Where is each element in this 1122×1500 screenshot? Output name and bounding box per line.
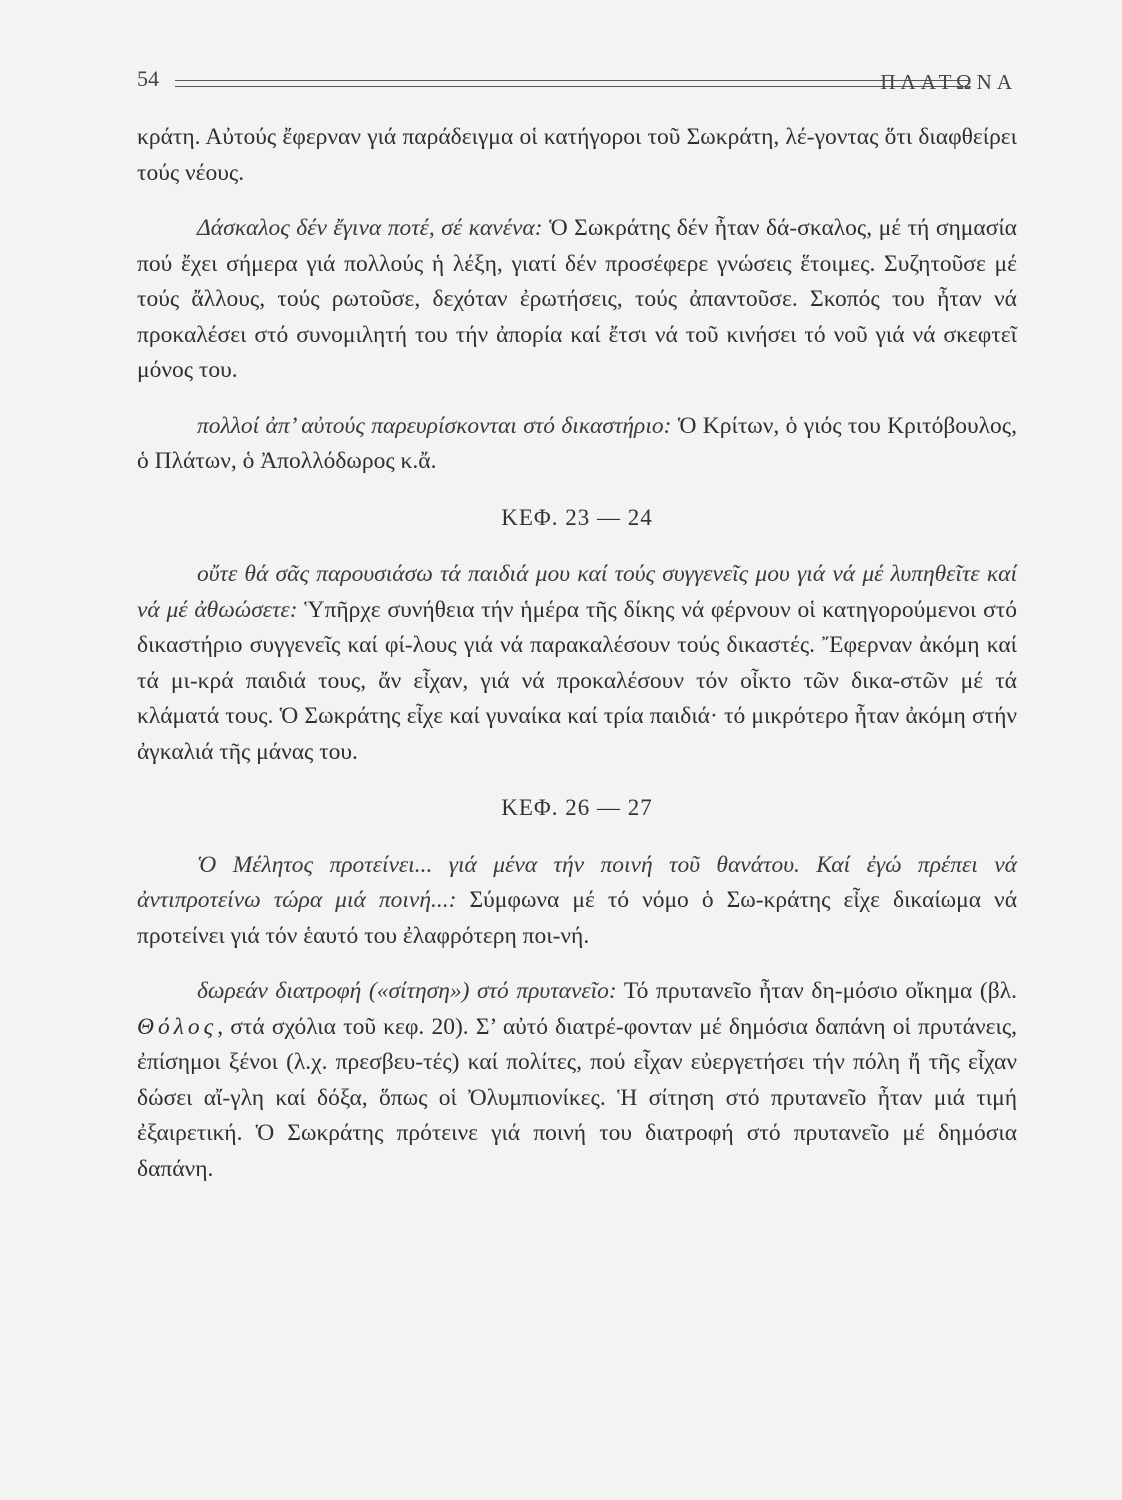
paragraph-body: Ὑπῆρχε συνήθεια τήν ἡμέρα τῆς δίκης νά φέρνουν οἱ κατηγορούμενοι στό δικαστήριο συγγενεῖς καί φί-λους γιά νά παρακαλέσουν τούς δικαστές. Ἔφερναν ἀκόμη καί τά μι-κρά παιδιά τους, ἄν εἶχαν, γιά νά προκαλέσουν τόν οἶκτο τῶν δικα-στῶν μέ τά κλάματά τους. Ὁ Σωκράτης εἶχε καί γυναίκα καί τρία παιδιά· τό μικρότερο ἦταν ἀκόμη στήν ἀγκαλιά τῆς μάνας του. xyxy=(137,596,1017,765)
commentary-note-attendees xyxy=(137,409,1017,480)
paragraph-body: κράτη. Αὐτούς ἔφερναν γιά παράδειγμα οἱ κατήγοροι τοῦ Σωκράτη, λέ-γοντας ὅτι διαφθείρει τούς νέους. xyxy=(137,124,1017,186)
chapter-heading: ΚΕΦ. 26 — 27 xyxy=(501,795,653,820)
paragraph-body: Ὁ Σωκράτης δέν ἦταν δά-σκαλος, μέ τή σημασία πού ἔχει σήμερα γιά πολλούς ἡ λέξη, γιατί δέν προσέφερε γνώσεις ἕτοιμες. Συζητοῦσε μέ τούς ἄλλους, τούς ρωτοῦσε, δεχόταν ἐρωτήσεις, τούς ἀπαντοῦσε. Σκοπός του ἦταν νά προκαλέσει στό συνομιλητή του τήν ἀπορία καί ἔτσι νά τοῦ κινήσει τό νοῦ γιά νά σκεφτεῖ μόνος του. xyxy=(137,215,1017,383)
commentary-note-penalty xyxy=(137,848,1017,955)
paragraph-body: Σύμφωνα μέ τό νόμο ὁ Σω-κράτης εἶχε δικαίωμα νά προτείνει γιά τόν ἑαυτό του ἐλαφρότερη ποι-νή. xyxy=(137,887,1017,949)
paragraph-body: , στά σχόλια τοῦ κεφ. 20). Σ’ αὐτό διατρέ-φονταν μέ δημόσια δαπάνη οἱ πρυτάνεις, ἐπίσημοι ξένοι (λ.χ. πρεσβευ-τές) καί πολίτες, πού εἶχαν εὐεργετήσει τήν πόλη ἤ τῆς εἶχαν δώσει αἴ-γλη καί δόξα, ὅπως οἱ Ὀλυμπιονίκες. Ἡ σίτηση στό πρυτανεῖο ἦταν μιά τιμή ἐξαιρετική. Ὁ Σωκράτης πρότεινε γιά ποινή του διατροφή στό πρυτανεῖο μέ δημόσια δαπάνη. xyxy=(137,1013,1017,1182)
commentary-note-children xyxy=(137,557,1017,770)
lemma: Ὁ Μέλητος προτείνει... γιά μένα τήν ποινή τοῦ θανάτου. Καί ἐγώ πρέπει νά ἀντιπροτείνω τώρα μιά ποινή...: xyxy=(137,851,1017,913)
header-rule xyxy=(175,80,970,87)
commentary-text xyxy=(137,120,1017,1207)
spaced-term: Θόλος xyxy=(137,1013,218,1040)
paragraph-body: Ὁ Κρίτων, ὁ γιός του Κριτόβουλος, ὁ Πλάτων, ὁ Ἀπολλόδωρος κ.ἄ. xyxy=(137,412,1017,474)
running-head xyxy=(137,66,1017,106)
paragraph-body: Τό πρυτανεῖο ἦταν δη-μόσιο οἴκημα (βλ. xyxy=(616,978,1017,1004)
page-number: 54 xyxy=(137,66,159,91)
lemma: πολλοί ἀπ’ αὐτούς παρευρίσκονται στό δικαστήριο: xyxy=(197,412,672,439)
running-title: ΠΛΑΤΩΝΑ xyxy=(880,70,1017,94)
commentary-note-teacher xyxy=(137,211,1017,389)
lemma: δωρεάν διατροφή («σίτηση») στό πρυτανεῖο: xyxy=(197,978,617,1004)
commentary-note-prytaneum xyxy=(137,974,1017,1187)
lemma: οὔτε θά σᾶς παρουσιάσω τά παιδιά μου καί τούς συγγενεῖς μου γιά νά μέ λυπηθεῖτε καί νά μέ ἀθωώσετε: xyxy=(137,561,1017,623)
paragraph-continuation xyxy=(137,120,1017,191)
chapter-heading: ΚΕΦ. 23 — 24 xyxy=(501,504,653,530)
lemma: Δάσκαλος δέν ἔγινα ποτέ, σέ κανένα: xyxy=(197,215,543,241)
